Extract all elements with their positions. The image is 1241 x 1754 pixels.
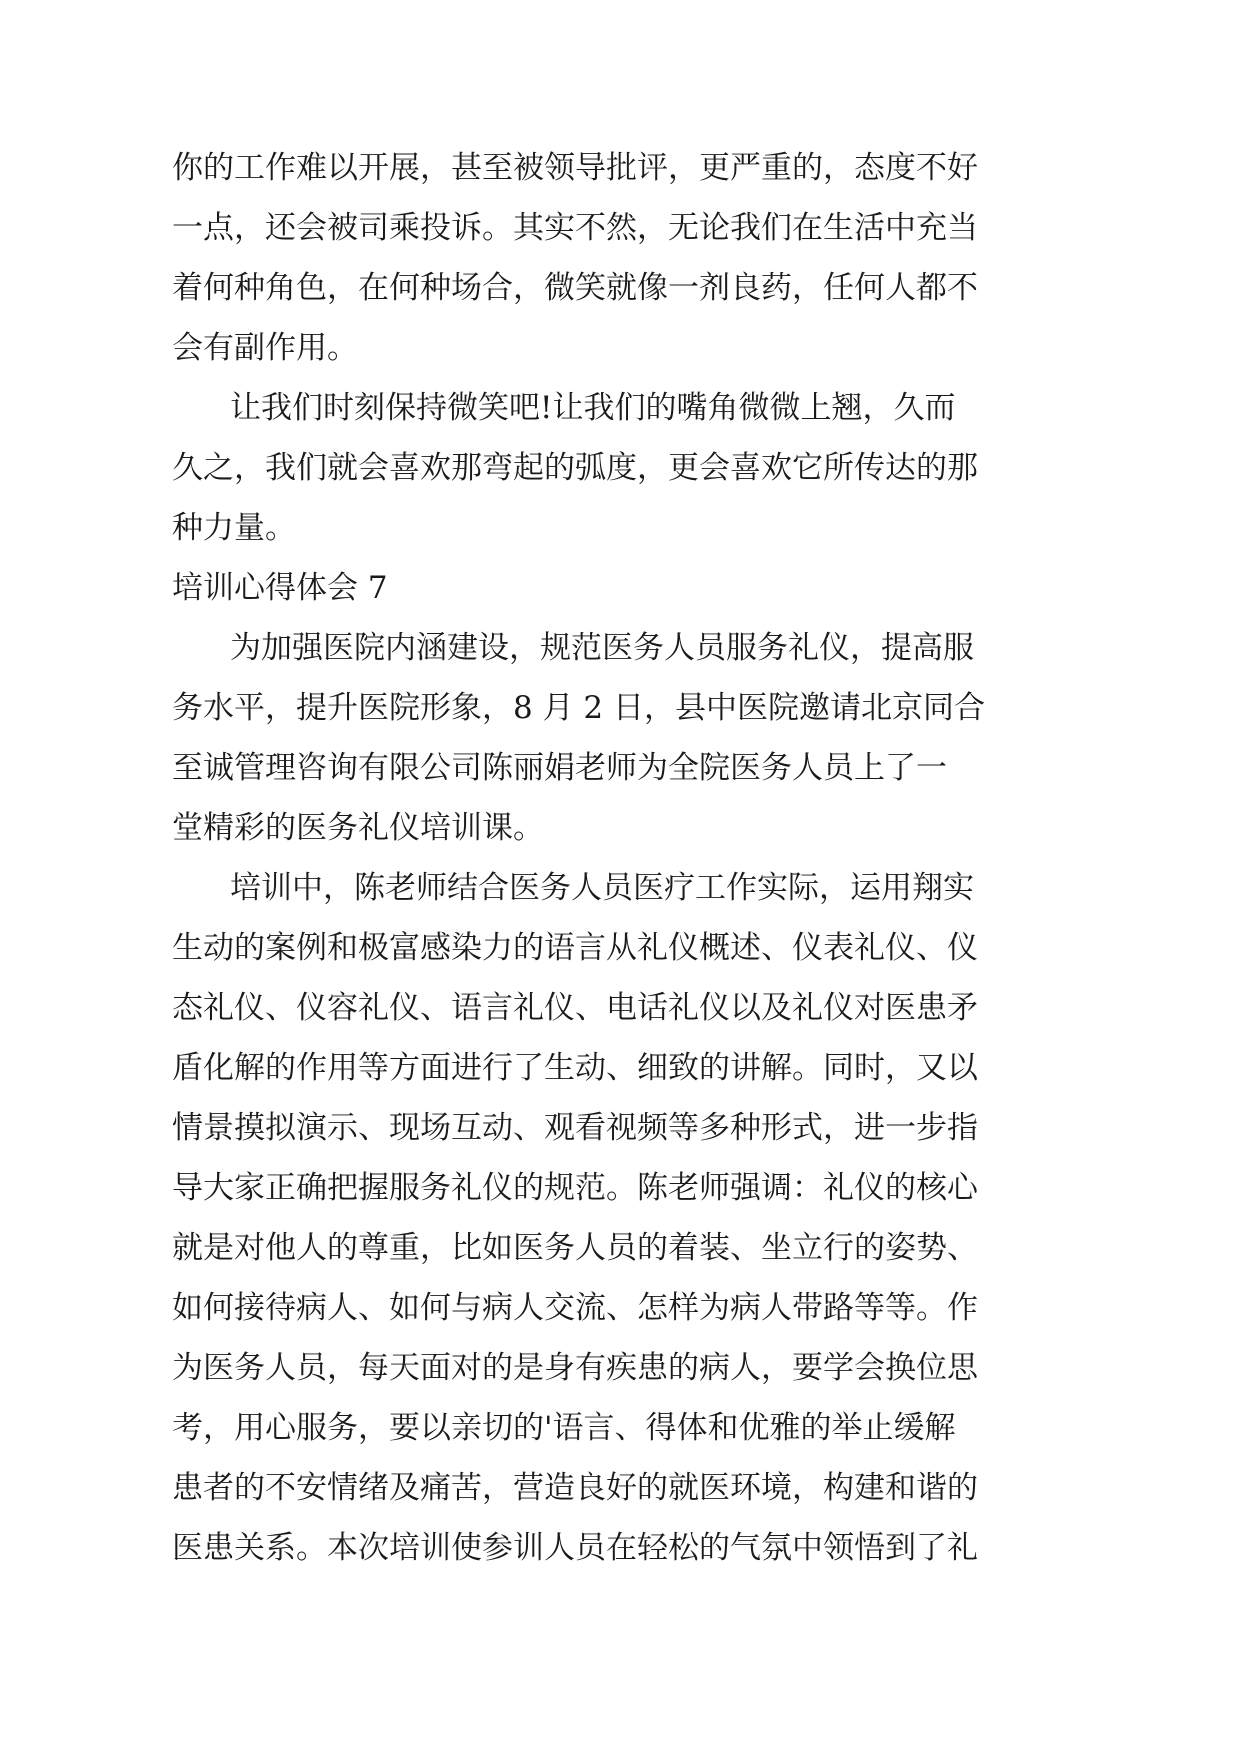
text-line: 至诚管理咨询有限公司陈丽娟老师为全院医务人员上了一 [172,750,947,786]
text-line: 如何接待病人、如何与病人交流、怎样为病人带路等等。作 [172,1290,978,1326]
text-line: 着何种角色，在何种场合，微笑就像一剂良药，任何人都不 [172,270,978,306]
text-line: 你的工作难以开展，甚至被领导批评，更严重的，态度不好 [172,150,978,186]
text-line: 情景摸拟演示、现场互动、观看视频等多种形式，进一步指 [172,1110,978,1146]
text-line: 堂精彩的医务礼仪培训课。 [172,810,544,846]
paragraph-start-line: 让我们时刻保持微笑吧!让我们的嘴角微微上翘，久而 [230,390,956,426]
text-line: 盾化解的作用等方面进行了生动、细致的讲解。同时，又以 [172,1050,978,1086]
paragraph-start-line: 为加强医院内涵建设，规范医务人员服务礼仪，提高服 [230,630,974,666]
section-heading: 培训心得体会 7 [172,570,388,606]
text-line: 就是对他人的尊重，比如医务人员的着装、坐立行的姿势、 [172,1230,978,1266]
text-line: 久之，我们就会喜欢那弯起的弧度，更会喜欢它所传达的那 [172,450,978,486]
text-line: 种力量。 [172,510,296,546]
text-line: 态礼仪、仪容礼仪、语言礼仪、电话礼仪以及礼仪对医患矛 [172,990,978,1026]
text-line: 生动的案例和极富感染力的语言从礼仪概述、仪表礼仪、仪 [172,930,978,966]
paragraph-start-line: 培训中，陈老师结合医务人员医疗工作实际，运用翔实 [230,870,974,906]
text-line: 一点，还会被司乘投诉。其实不然，无论我们在生活中充当 [172,210,978,246]
text-line: 考，用心服务，要以亲切的'语言、得体和优雅的举止缓解 [172,1410,956,1446]
text-line: 会有副作用。 [172,330,358,366]
text-line: 患者的不安情绪及痛苦，营造良好的就医环境，构建和谐的 [172,1470,978,1506]
text-line: 为医务人员，每天面对的是身有疾患的病人，要学会换位思 [172,1350,978,1386]
text-line: 医患关系。本次培训使参训人员在轻松的气氛中领悟到了礼 [172,1530,978,1566]
text-line: 导大家正确把握服务礼仪的规范。陈老师强调：礼仪的核心 [172,1170,978,1206]
text-line: 务水平，提升医院形象，8 月 2 日，县中医院邀请北京同合 [172,690,986,726]
